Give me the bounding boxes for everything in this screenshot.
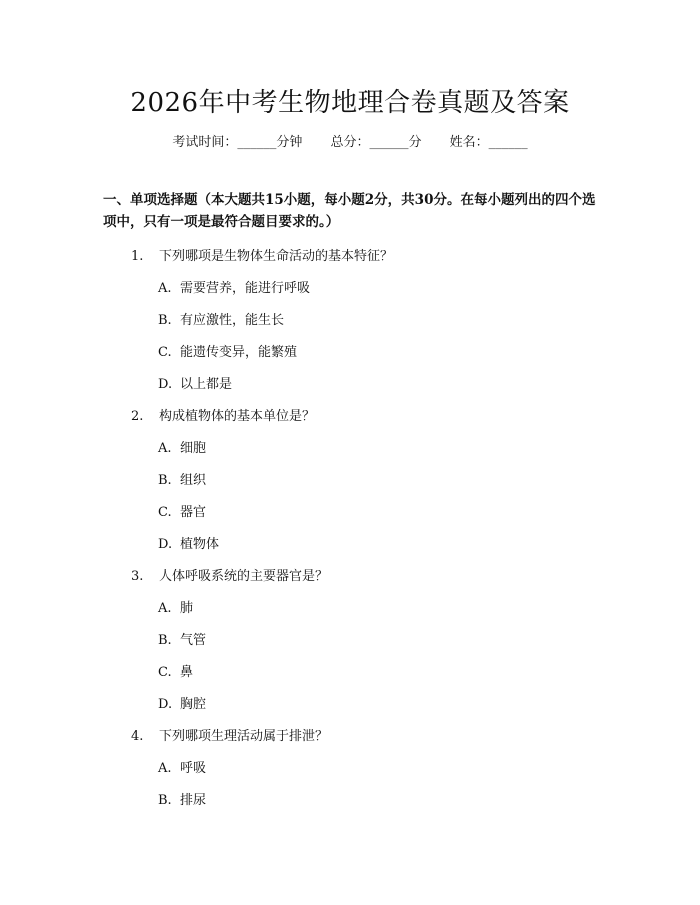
question-number: 2.	[131, 409, 144, 424]
option-text: 有应激性，能生长	[180, 313, 285, 328]
option-letter: D.	[158, 537, 173, 552]
question-text: 下列哪项生理活动属于排泄？	[159, 729, 329, 744]
answer-option	[158, 789, 206, 808]
answer-option	[158, 533, 219, 552]
option-letter: C.	[158, 345, 172, 360]
option-letter: B.	[158, 313, 172, 328]
answer-option	[158, 693, 206, 712]
option-text: 气管	[180, 633, 207, 648]
student-name-field: 姓名：______	[449, 135, 528, 150]
answer-option	[158, 661, 193, 680]
option-letter: B.	[158, 633, 172, 648]
answer-option	[158, 277, 310, 296]
question-number: 1.	[131, 249, 144, 264]
option-text: 胸腔	[180, 697, 207, 712]
question-number: 4.	[131, 729, 144, 744]
option-letter: D.	[158, 377, 173, 392]
answer-option	[158, 437, 206, 456]
option-letter: C.	[158, 665, 172, 680]
option-letter: A.	[158, 761, 172, 776]
option-text: 组织	[180, 473, 207, 488]
option-text: 排尿	[180, 793, 207, 808]
question-item	[131, 405, 315, 424]
option-text: 器官	[180, 505, 207, 520]
option-text: 需要营养，能进行呼吸	[180, 281, 311, 296]
exam-time-field: 考试时间：______分钟	[172, 135, 303, 150]
question-item	[131, 725, 328, 744]
question-item	[131, 245, 393, 264]
answer-option	[158, 597, 193, 616]
answer-option	[158, 629, 206, 648]
answer-option	[158, 341, 297, 360]
section-heading: 一、单项选择题（本大题共15小题，每小题2分，共30分。在每小题列出的四个选项中，只有一项是最符合题目要求的。）	[103, 192, 596, 230]
answer-option	[158, 757, 206, 776]
total-score-field: 总分：______分	[330, 135, 422, 150]
option-letter: A.	[158, 601, 172, 616]
question-text: 构成植物体的基本单位是？	[159, 409, 316, 424]
question-item	[131, 565, 328, 584]
option-letter: C.	[158, 505, 172, 520]
answer-option	[158, 309, 284, 328]
option-text: 细胞	[180, 441, 207, 456]
option-letter: A.	[158, 441, 172, 456]
answer-option	[158, 373, 232, 392]
option-text: 能遗传变异，能繁殖	[180, 345, 298, 360]
option-letter: B.	[158, 473, 172, 488]
exam-title: 2026年中考生物地理合卷真题及答案	[130, 88, 570, 118]
option-text: 以上都是	[180, 377, 233, 392]
answer-option	[158, 501, 206, 520]
option-text: 呼吸	[180, 761, 207, 776]
option-text: 植物体	[180, 537, 220, 552]
question-text: 人体呼吸系统的主要器官是？	[159, 569, 329, 584]
option-letter: D.	[158, 697, 173, 712]
option-text: 肺	[180, 601, 194, 616]
answer-option	[158, 469, 206, 488]
question-text: 下列哪项是生物体生命活动的基本特征？	[159, 249, 394, 264]
exam-meta	[0, 131, 700, 150]
option-text: 鼻	[180, 665, 194, 680]
option-letter: A.	[158, 281, 172, 296]
option-letter: B.	[158, 793, 172, 808]
question-number: 3.	[131, 569, 144, 584]
